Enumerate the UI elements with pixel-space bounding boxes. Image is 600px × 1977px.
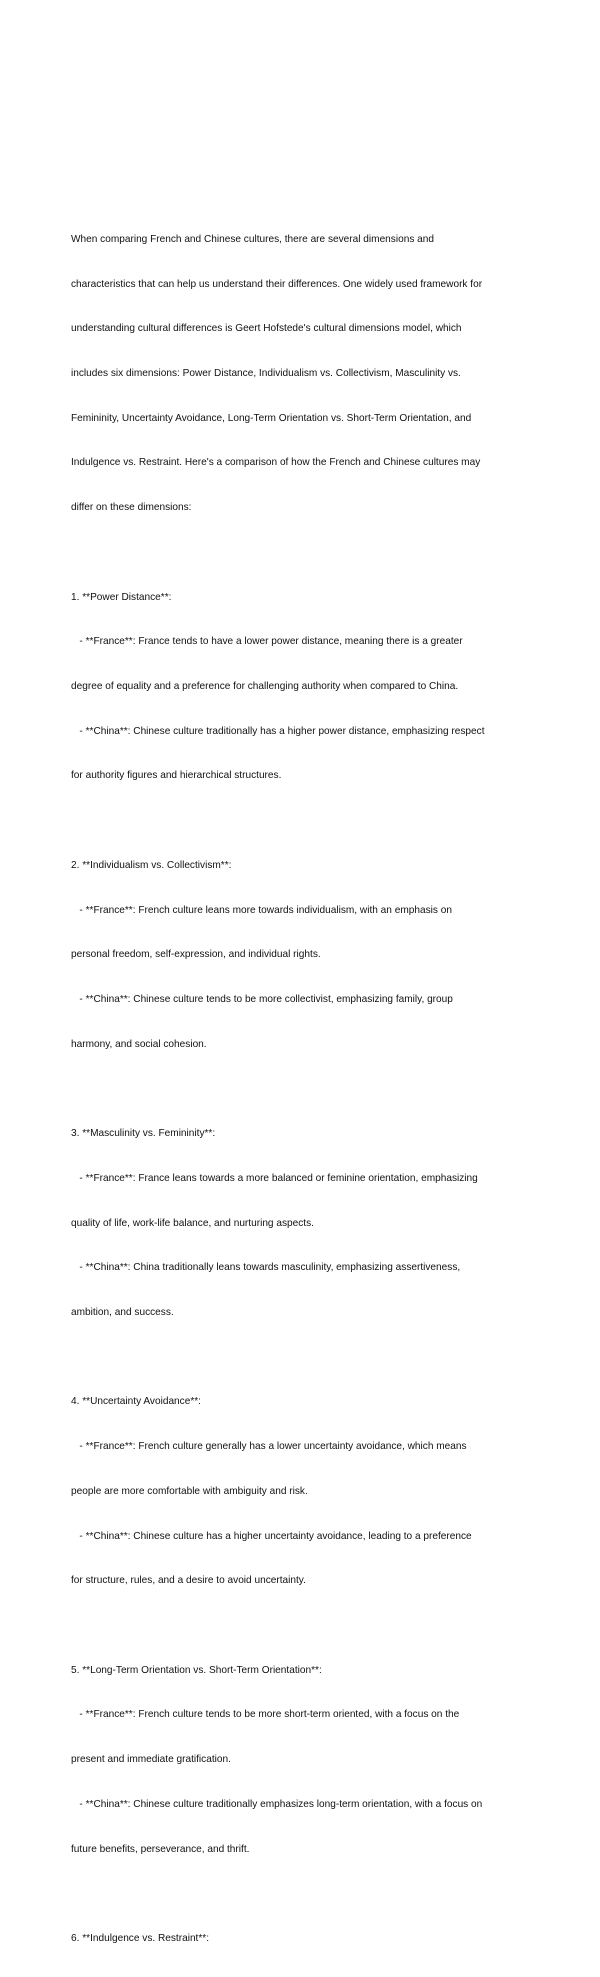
section-heading: 5. **Long-Term Orientation vs. Short-Term Orientation**: [71,1664,322,1676]
text-line: for structure, rules, and a desire to avoid uncertainty. [71,1575,306,1587]
text-line: understanding cultural differences is Geert Hofstede's cultural dimensions model, which [71,323,462,335]
paragraph-gap [71,546,531,561]
text-line: people are more comfortable with ambiguity and risk. [71,1485,308,1497]
section-heading: 1. **Power Distance**: [71,591,172,603]
text-line: quality of life, work-life balance, and nurturing aspects. [71,1217,314,1229]
text-line: - **China**: China traditionally leans towards masculinity, emphasizing assertiveness, [71,1262,461,1274]
text-line: personal freedom, self-expression, and individual rights. [71,949,321,961]
paragraph-gap [71,1619,531,1634]
text-line: - **China**: Chinese culture tends to be more collectivist, emphasizing family, group [71,994,453,1005]
text-line: present and immediate gratification. [71,1754,231,1766]
section-power-distance [71,561,531,814]
text-line: - **China**: Chinese culture traditionally has a higher power distance, emphasizing respect [71,725,485,737]
paragraph-gap [71,814,531,829]
section-heading: 4. **Uncertainty Avoidance**: [71,1396,201,1408]
section-long-term-orientation [71,1634,531,1887]
text-line: - **France**: France leans towards a more balanced or feminine orientation, emphasizing [71,1172,478,1184]
section-heading: 2. **Individualism vs. Collectivism**: [71,859,232,871]
text-line: - **France**: French culture leans more towards individualism, with an emphasis on [71,904,452,916]
paragraph-gap [71,1887,531,1902]
paragraph-gap [71,1082,531,1097]
section-individualism [71,829,531,1082]
text-line: characteristics that can help us understand their differences. One widely used framework for [71,278,483,290]
intro-paragraph [71,203,531,546]
text-line: Indulgence vs. Restraint. Here's a comparison of how the French and Chinese cultures may [71,457,481,469]
text-line: degree of equality and a preference for challenging authority when compared to China. [71,680,459,692]
text-line: - **France**: France tends to have a lower power distance, meaning there is a greater [71,636,463,648]
text-line: When comparing French and Chinese cultures, there are several dimensions and [71,233,435,245]
section-heading: 6. **Indulgence vs. Restraint**: [71,1933,210,1945]
text-line: - **France**: French culture generally has a lower uncertainty avoidance, which means [71,1441,467,1453]
paragraph-gap [71,1351,531,1366]
text-line: differ on these dimensions: [71,502,192,514]
text-line: includes six dimensions: Power Distance, Individualism vs. Collectivism, Masculinity vs. [71,367,461,379]
text-line: - **China**: Chinese culture has a higher uncertainty avoidance, leading to a preference [71,1530,472,1542]
text-line: - **China**: Chinese culture traditionally emphasizes long-term orientation, with a focus on [71,1798,483,1810]
section-masculinity [71,1097,531,1350]
text-line: for authority figures and hierarchical structures. [71,770,282,782]
document-body [71,203,531,1977]
section-heading: 3. **Masculinity vs. Femininity**: [71,1128,216,1140]
text-line: ambition, and success. [71,1307,174,1319]
text-line: harmony, and social cohesion. [71,1038,207,1050]
text-line: future benefits, perseverance, and thrift. [71,1843,250,1855]
text-line: Femininity, Uncertainty Avoidance, Long-Term Orientation vs. Short-Term Orientation, and [71,412,472,424]
section-indulgence [71,1902,531,1977]
section-uncertainty-avoidance [71,1366,531,1619]
text-line: - **France**: French culture tends to be more short-term oriented, with a focus on the [71,1709,460,1721]
